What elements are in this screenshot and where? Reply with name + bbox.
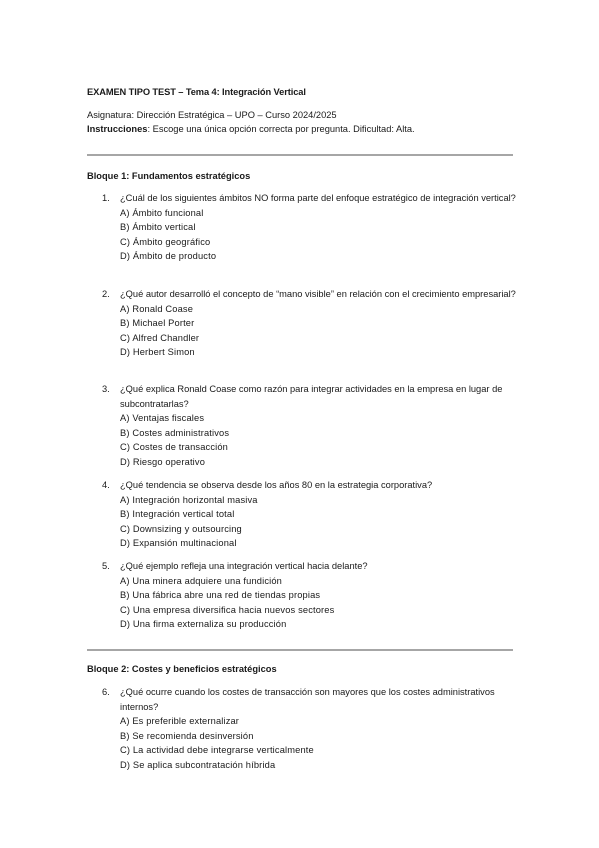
question-text: ¿Qué ejemplo refleja una integración vertical hacia delante? [120, 561, 368, 571]
option-d[interactable]: D) Se aplica subcontratación híbrida [120, 759, 276, 770]
question-text: ¿Qué autor desarrolló el concepto de “mano visible” en relación con el crecimiento empresarial? [120, 289, 516, 299]
question-6-stem [87, 685, 517, 714]
option-a[interactable]: A) Ámbito funcional [120, 207, 204, 218]
option-d[interactable]: D) Una firma externaliza su producción [120, 619, 287, 630]
question-5 [87, 559, 517, 632]
exam-header [87, 85, 527, 136]
option-c[interactable]: C) Ámbito geográfico [120, 236, 211, 247]
question-4-options [87, 493, 517, 551]
question-1 [87, 191, 517, 264]
section-divider [87, 649, 513, 651]
question-text: ¿Qué explica Ronald Coase como razón para integrar actividades en la empresa en lugar de subcontratarlas? [120, 384, 503, 409]
option-c[interactable]: C) Costes de transacción [120, 442, 228, 453]
question-text: ¿Cuál de los siguientes ámbitos NO forma parte del enfoque estratégico de integración vertical? [120, 193, 516, 203]
question-text: ¿Qué tendencia se observa desde los años 80 en la estrategia corporativa? [120, 480, 433, 490]
option-a[interactable]: A) Una minera adquiere una fundición [120, 575, 282, 586]
subject-line: Asignatura: Dirección Estratégica – UPO – Curso 2024/2025 [87, 110, 337, 120]
option-d[interactable]: D) Herbert Simon [120, 347, 195, 358]
option-a[interactable]: A) Es preferible externalizar [120, 716, 240, 727]
option-b[interactable]: B) Integración vertical total [120, 509, 235, 520]
question-1-stem [87, 191, 517, 206]
question-3-stem [87, 382, 517, 411]
option-b[interactable]: B) Ámbito vertical [120, 222, 196, 233]
instructions-label: Instrucciones [87, 124, 148, 134]
option-c[interactable]: C) Una empresa diversifica hacia nuevos sectores [120, 604, 335, 615]
exam-title: EXAMEN TIPO TEST – Tema 4: Integración Vertical [87, 87, 306, 97]
question-number: 1. [102, 193, 110, 203]
question-2 [87, 287, 517, 360]
option-b[interactable]: B) Se recomienda desinversión [120, 730, 254, 741]
question-number: 4. [102, 480, 110, 490]
section-divider [87, 154, 513, 156]
question-number: 2. [102, 289, 110, 299]
question-3-options [87, 411, 517, 469]
question-5-stem [87, 559, 517, 574]
question-6-options [87, 714, 517, 772]
question-4-stem [87, 478, 517, 493]
question-number: 5. [102, 561, 110, 571]
question-1-options [87, 206, 517, 264]
option-a[interactable]: A) Ventajas fiscales [120, 413, 205, 424]
question-number: 3. [102, 384, 110, 394]
question-number: 6. [102, 687, 110, 697]
option-c[interactable]: C) La actividad debe integrarse verticalmente [120, 745, 314, 756]
instructions-text: : Escoge una única opción correcta por pregunta. Dificultad: Alta. [147, 124, 415, 134]
instructions-line [87, 122, 527, 136]
question-3 [87, 382, 517, 470]
question-2-stem [87, 287, 517, 302]
option-c[interactable]: C) Downsizing y outsourcing [120, 523, 242, 534]
option-d[interactable]: D) Expansión multinacional [120, 538, 237, 549]
option-a[interactable]: A) Ronald Coase [120, 303, 194, 314]
option-d[interactable]: D) Riesgo operativo [120, 456, 206, 467]
question-2-options [87, 302, 517, 360]
question-6 [87, 685, 517, 773]
option-b[interactable]: B) Michael Porter [120, 318, 195, 329]
option-d[interactable]: D) Ámbito de producto [120, 251, 217, 262]
option-b[interactable]: B) Una fábrica abre una red de tiendas propias [120, 590, 321, 601]
option-c[interactable]: C) Alfred Chandler [120, 332, 200, 343]
question-5-options [87, 574, 517, 632]
block-2-title: Bloque 2: Costes y beneficios estratégicos [87, 664, 277, 674]
question-text: ¿Qué ocurre cuando los costes de transacción son mayores que los costes administrativos internos? [120, 687, 495, 712]
option-a[interactable]: A) Integración horizontal masiva [120, 494, 258, 505]
block-1-title: Bloque 1: Fundamentos estratégicos [87, 171, 251, 181]
question-4 [87, 478, 517, 551]
option-b[interactable]: B) Costes administrativos [120, 427, 230, 438]
